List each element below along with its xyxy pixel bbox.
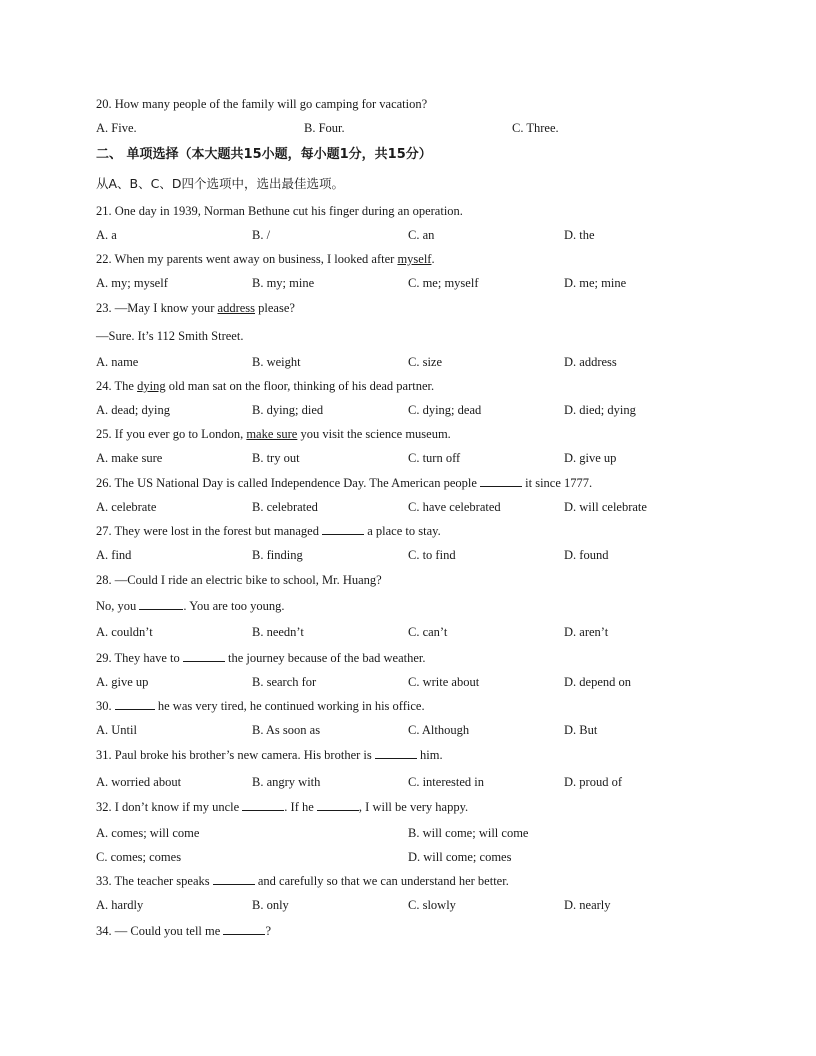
answer-blank <box>213 873 255 885</box>
question-21-option-a: A. a <box>96 228 117 242</box>
question-26-stem: 26. The US National Day is called Independence Day. The American people it since 1777. <box>96 476 593 490</box>
question-28-option-c: C. can’t <box>408 625 448 639</box>
answer-blank <box>139 598 183 610</box>
question-32-option-a: A. comes; will come <box>96 826 200 840</box>
question-22-stem: 22. When my parents went away on business, I looked after myself. <box>96 252 435 266</box>
question-29-option-d: D. depend on <box>564 675 631 689</box>
question-33-option-c: C. slowly <box>408 898 456 912</box>
question-24-option-a: A. dead; dying <box>96 403 170 417</box>
question-28-option-d: D. aren’t <box>564 625 609 639</box>
question-26-option-d: D. will celebrate <box>564 500 647 514</box>
section-instruction: 从A、B、C、D四个选项中，选出最佳选项。 <box>96 176 344 191</box>
question-26-option-b: B. celebrated <box>252 500 318 514</box>
question-31-option-b: B. angry with <box>252 775 321 789</box>
question-23-stem: 23. —May I know your address please? <box>96 301 295 315</box>
question-28-option-b: B. needn’t <box>252 625 304 639</box>
question-24-option-d: D. died; dying <box>564 403 636 417</box>
question-20-option-b: B. Four. <box>304 121 345 135</box>
question-27-option-c: C. to find <box>408 548 456 562</box>
answer-blank <box>223 923 265 935</box>
question-23-option-b: B. weight <box>252 355 301 369</box>
question-23-option-c: C. size <box>408 355 443 369</box>
question-28-reply: No, you . You are too young. <box>96 599 285 613</box>
question-27-option-d: D. found <box>564 548 609 562</box>
question-23-option-d: D. address <box>564 355 617 369</box>
question-32-option-c: C. comes; comes <box>96 850 182 864</box>
answer-blank <box>480 475 522 487</box>
question-30-option-c: C. Although <box>408 723 470 737</box>
question-25-option-c: C. turn off <box>408 451 461 465</box>
question-21-option-b: B. / <box>252 228 271 242</box>
question-26-option-c: C. have celebrated <box>408 500 501 514</box>
question-28-option-a: A. couldn’t <box>96 625 153 639</box>
question-32-option-d: D. will come; comes <box>408 850 512 864</box>
underlined-phrase: make sure <box>246 427 298 441</box>
question-24-option-b: B. dying; died <box>252 403 324 417</box>
question-29-option-c: C. write about <box>408 675 480 689</box>
question-33-option-d: D. nearly <box>564 898 611 912</box>
question-25-option-a: A. make sure <box>96 451 163 465</box>
question-34-stem: 34. — Could you tell me ? <box>96 924 271 938</box>
question-23-option-a: A. name <box>96 355 139 369</box>
answer-blank <box>183 650 225 662</box>
question-24-option-c: C. dying; dead <box>408 403 482 417</box>
section-heading: 二、 单项选择（本大题共15小题，每小题1分，共15分） <box>96 147 432 162</box>
question-25-stem: 25. If you ever go to London, make sure you visit the science museum. <box>96 427 451 441</box>
question-27-stem: 27. They were lost in the forest but managed a place to stay. <box>96 524 441 538</box>
question-20-stem: 20. How many people of the family will go camping for vacation? <box>96 97 428 111</box>
question-27-option-a: A. find <box>96 548 132 562</box>
question-31-option-d: D. proud of <box>564 775 622 789</box>
question-21-option-d: D. the <box>564 228 595 242</box>
question-32-option-b: B. will come; will come <box>408 826 529 840</box>
underlined-word: dying <box>137 379 166 393</box>
question-22-option-b: B. my; mine <box>252 276 315 290</box>
question-29-option-b: B. search for <box>252 675 317 689</box>
question-31-stem: 31. Paul broke his brother’s new camera. His brother is him. <box>96 748 443 762</box>
question-20-option-a: A. Five. <box>96 121 137 135</box>
question-29-option-a: A. give up <box>96 675 149 689</box>
question-33-option-b: B. only <box>252 898 289 912</box>
question-20-option-c: C. Three. <box>512 121 559 135</box>
question-21-stem: 21. One day in 1939, Norman Bethune cut his finger during an operation. <box>96 204 463 218</box>
question-25-option-d: D. give up <box>564 451 617 465</box>
question-33-stem: 33. The teacher speaks and carefully so that we can understand her better. <box>96 874 509 888</box>
question-33-option-a: A. hardly <box>96 898 144 912</box>
answer-blank <box>242 799 284 811</box>
question-30-option-d: D. But <box>564 723 598 737</box>
underlined-word: myself <box>397 252 432 266</box>
question-32-stem: 32. I don’t know if my uncle . If he , I will be very happy. <box>96 800 469 814</box>
question-22-option-c: C. me; myself <box>408 276 479 290</box>
question-26-option-a: A. celebrate <box>96 500 157 514</box>
question-30-option-b: B. As soon as <box>252 723 321 737</box>
question-25-option-b: B. try out <box>252 451 300 465</box>
underlined-word: address <box>217 301 256 315</box>
answer-blank <box>115 698 155 710</box>
question-28-stem: 28. —Could I ride an electric bike to school, Mr. Huang? <box>96 573 382 587</box>
question-27-option-b: B. finding <box>252 548 303 562</box>
question-22-option-d: D. me; mine <box>564 276 627 290</box>
question-22-option-a: A. my; myself <box>96 276 168 290</box>
question-24-stem: 24. The dying old man sat on the floor, thinking of his dead partner. <box>96 379 435 393</box>
question-30-stem: 30. he was very tired, he continued working in his office. <box>96 699 425 713</box>
question-31-option-c: C. interested in <box>408 775 485 789</box>
answer-blank <box>322 523 364 535</box>
question-21-option-c: C. an <box>408 228 435 242</box>
answer-blank <box>317 799 359 811</box>
question-30-option-a: A. Until <box>96 723 137 737</box>
question-31-option-a: A. worried about <box>96 775 182 789</box>
question-23-reply: —Sure. It’s 112 Smith Street. <box>96 329 244 343</box>
question-29-stem: 29. They have to the journey because of the bad weather. <box>96 651 426 665</box>
answer-blank <box>375 747 417 759</box>
